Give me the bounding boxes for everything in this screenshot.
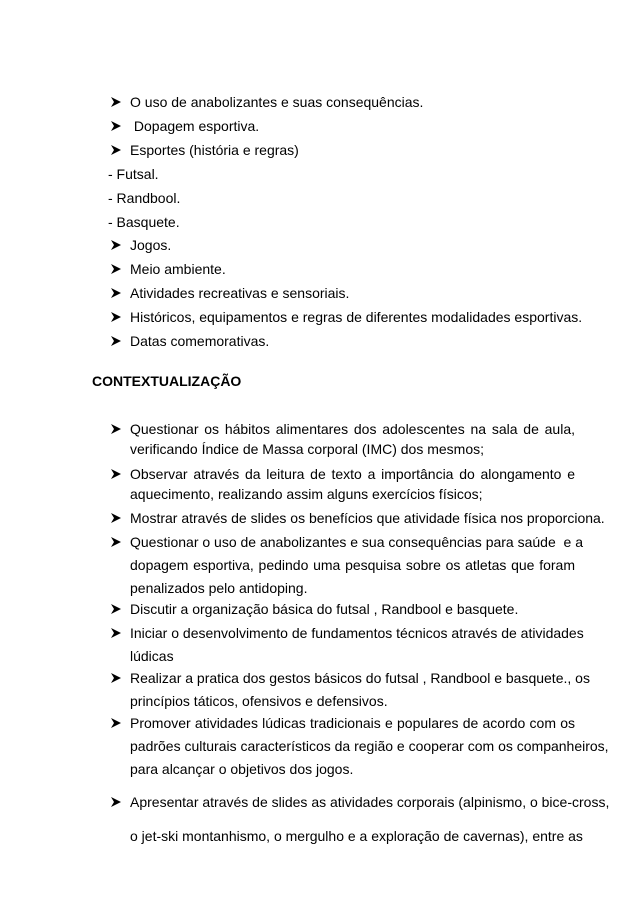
list-item: Datas comemorativas. xyxy=(130,333,270,349)
dash-item: - Futsal. xyxy=(108,166,159,182)
list-item: Dopagem esportiva. xyxy=(130,118,260,134)
arrow-bullet-icon xyxy=(110,144,122,156)
arrow-bullet-icon xyxy=(110,512,122,524)
section-heading: CONTEXTUALIZAÇÃO xyxy=(92,373,242,389)
arrow-bullet-icon xyxy=(110,96,122,108)
list-item-line: Questionar os hábitos alimentares dos adolescentes na sala de aula, xyxy=(130,421,575,437)
arrow-bullet-icon xyxy=(110,335,122,347)
list-item-line: lúdicas xyxy=(130,648,174,664)
list-item: O uso de anabolizantes e suas consequências. xyxy=(130,94,424,110)
list-item: Esportes (história e regras) xyxy=(130,142,299,158)
arrow-bullet-icon xyxy=(110,672,122,684)
list-item-line: para alcançar o objetivos dos jogos. xyxy=(130,761,354,777)
list-item-line: penalizados pelo antidoping. xyxy=(130,580,308,596)
list-item-line: Apresentar através de slides as atividades corporais (alpinismo, o bice-cross, xyxy=(130,794,610,810)
list-item-line: Mostrar através de slides os benefícios que atividade física nos proporciona. xyxy=(130,510,605,526)
arrow-bullet-icon xyxy=(110,627,122,639)
arrow-bullet-icon xyxy=(110,311,122,323)
list-item-line: aquecimento, realizando assim alguns exercícios físicos; xyxy=(130,486,483,502)
list-item-line: o jet-ski montanhismo, o mergulho e a exploração de cavernas), entre as xyxy=(130,828,583,844)
list-item-line: Questionar o uso de anabolizantes e sua consequências para saúde e a xyxy=(130,534,583,550)
arrow-bullet-icon xyxy=(110,239,122,251)
list-item-line: Realizar a pratica dos gestos básicos do futsal , Randbool e basquete., os xyxy=(130,670,590,686)
list-item-line: Iniciar o desenvolvimento de fundamentos técnicos através de atividades xyxy=(130,625,584,641)
arrow-bullet-icon xyxy=(110,717,122,729)
list-item-line: Discutir a organização básica do futsal , Randbool e basquete. xyxy=(130,601,519,617)
dash-item: - Basquete. xyxy=(108,214,180,230)
list-item-line: verificando Índice de Massa corporal (IMC) dos mesmos; xyxy=(130,441,485,457)
list-item-line: dopagem esportiva, pedindo uma pesquisa sobre os atletas que foram xyxy=(130,557,575,573)
list-item-line: Promover atividades lúdicas tradicionais e populares de acordo com os xyxy=(130,715,575,731)
arrow-bullet-icon xyxy=(110,287,122,299)
dash-item: - Randbool. xyxy=(108,190,181,206)
list-item: Atividades recreativas e sensoriais. xyxy=(130,285,350,301)
arrow-bullet-icon xyxy=(110,796,122,808)
list-item: Meio ambiente. xyxy=(130,261,226,277)
arrow-bullet-icon xyxy=(110,468,122,480)
list-item: Históricos, equipamentos e regras de diferentes modalidades esportivas. xyxy=(130,309,583,325)
arrow-bullet-icon xyxy=(110,536,122,548)
arrow-bullet-icon xyxy=(110,263,122,275)
list-item-line: padrões culturais característicos da região e cooperar com os companheiros, xyxy=(130,738,609,754)
list-item-line: Observar através da leitura de texto a importância do alongamento e xyxy=(130,466,575,482)
arrow-bullet-icon xyxy=(110,120,122,132)
list-item: Jogos. xyxy=(130,237,172,253)
arrow-bullet-icon xyxy=(110,423,122,435)
list-item-line: princípios táticos, ofensivos e defensivos. xyxy=(130,693,388,709)
arrow-bullet-icon xyxy=(110,603,122,615)
